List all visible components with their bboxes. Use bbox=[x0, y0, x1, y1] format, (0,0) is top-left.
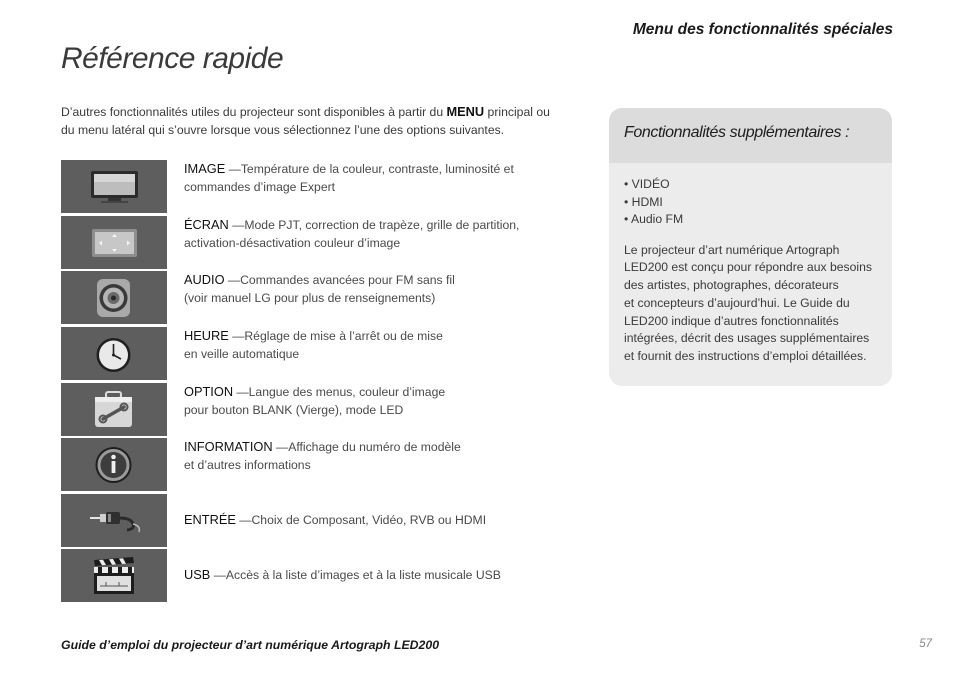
feature-information bbox=[61, 438, 561, 491]
feature-image-desc-2: commandes d’image Expert bbox=[184, 180, 336, 194]
toolbox-icon bbox=[61, 383, 167, 436]
features-sidebar bbox=[609, 108, 892, 386]
sidebar-line: intégrées, décrit des usages supplémentaires bbox=[624, 331, 870, 346]
page-number: 57 bbox=[919, 638, 932, 650]
feature-ecran-name: ÉCRAN bbox=[184, 217, 229, 232]
feature-heure-desc-2: en veille automatique bbox=[184, 347, 300, 361]
sidebar-line: LED200 est conçu pour répondre aux besoins bbox=[624, 260, 872, 275]
feature-entree bbox=[61, 494, 561, 547]
feature-usb-name: USB bbox=[184, 567, 211, 582]
sidebar-title: Fonctionnalités supplémentaires : bbox=[624, 124, 850, 141]
feature-entree-text bbox=[184, 511, 554, 529]
feature-information-text bbox=[184, 438, 554, 474]
feature-option bbox=[61, 383, 561, 436]
feature-image-text bbox=[184, 160, 554, 196]
feature-audio bbox=[61, 271, 561, 324]
sidebar-description bbox=[624, 242, 877, 367]
clapperboard-icon bbox=[61, 549, 167, 602]
sidebar-line: et fournit des instructions d’emploi détaillées. bbox=[624, 349, 867, 364]
intro-text-after: principal ou du menu latéral qui s’ouvre lorsque vous sélectionnez l’une des options suivantes. bbox=[61, 105, 550, 137]
feature-option-tile bbox=[61, 383, 167, 436]
feature-ecran-desc-2: activation-désactivation couleur d’image bbox=[184, 236, 401, 250]
feature-ecran bbox=[61, 216, 561, 269]
feature-information-desc-2: et d’autres informations bbox=[184, 458, 311, 472]
monitor-icon bbox=[61, 160, 167, 213]
intro-text-before: D’autres fonctionnalités utiles du projecteur sont disponibles à partir du bbox=[61, 105, 447, 119]
feature-heure bbox=[61, 327, 561, 380]
feature-audio-desc-1: —Commandes avancées pour FM sans fil bbox=[227, 273, 455, 287]
intro-paragraph bbox=[61, 103, 561, 139]
feature-entree-name: ENTRÉE bbox=[184, 512, 236, 527]
feature-heure-text bbox=[184, 327, 554, 363]
feature-ecran-desc-1: —Mode PJT, correction de trapèze, grille de partition, bbox=[232, 218, 520, 232]
page-title: Référence rapide bbox=[61, 42, 284, 75]
feature-heure-tile bbox=[61, 327, 167, 380]
sidebar-feature-list bbox=[624, 176, 892, 229]
feature-information-tile bbox=[61, 438, 167, 491]
info-icon bbox=[61, 438, 167, 491]
feature-ecran-text bbox=[184, 216, 554, 252]
list-item: • Audio FM bbox=[624, 212, 684, 226]
feature-heure-name: HEURE bbox=[184, 328, 229, 343]
feature-usb-desc-1: —Accès à la liste d’images et à la liste musicale USB bbox=[213, 568, 501, 582]
feature-option-desc-1: —Langue des menus, couleur d’image bbox=[236, 385, 446, 399]
speaker-icon bbox=[61, 271, 167, 324]
sidebar-line: et concepteurs d’aujourd’hui. Le Guide du bbox=[624, 295, 850, 310]
feature-audio-text bbox=[184, 271, 554, 307]
feature-entree-desc-1: —Choix de Composant, Vidéo, RVB ou HDMI bbox=[239, 513, 487, 527]
list-item: • VIDÉO bbox=[624, 177, 670, 191]
feature-image-tile bbox=[61, 160, 167, 213]
feature-information-desc-1: —Affichage du numéro de modèle bbox=[276, 440, 461, 454]
sidebar-line: Le projecteur d’art numérique Artograph bbox=[624, 242, 840, 257]
feature-heure-desc-1: —Réglage de mise à l’arrêt ou de mise bbox=[232, 329, 443, 343]
feature-image bbox=[61, 160, 561, 213]
sidebar-line: des artistes, photographes, décorateurs bbox=[624, 278, 839, 293]
feature-ecran-tile bbox=[61, 216, 167, 269]
cable-plug-icon bbox=[61, 494, 167, 547]
feature-usb-tile bbox=[61, 549, 167, 602]
screen-arrows-icon bbox=[61, 216, 167, 269]
feature-audio-name: AUDIO bbox=[184, 272, 225, 287]
feature-option-text bbox=[184, 383, 554, 419]
feature-image-name: IMAGE bbox=[184, 161, 226, 176]
footer-guide-title: Guide d’emploi du projecteur d’art numérique Artograph LED200 bbox=[61, 638, 440, 652]
feature-entree-tile bbox=[61, 494, 167, 547]
list-item: • HDMI bbox=[624, 194, 663, 209]
sidebar-line: LED200 indique d’autres fonctionnalités bbox=[624, 313, 839, 328]
section-title: Menu des fonctionnalités spéciales bbox=[632, 21, 893, 38]
feature-information-name: INFORMATION bbox=[184, 439, 273, 454]
feature-option-desc-2: pour bouton BLANK (Vierge), mode LED bbox=[184, 403, 404, 417]
clock-icon bbox=[61, 327, 167, 380]
feature-image-desc-1: —Température de la couleur, contraste, luminosité et bbox=[228, 162, 514, 176]
feature-usb-text bbox=[184, 566, 554, 584]
feature-audio-tile bbox=[61, 271, 167, 324]
sidebar-header bbox=[609, 108, 892, 163]
feature-usb bbox=[61, 549, 561, 602]
feature-audio-desc-2: (voir manuel LG pour plus de renseignements) bbox=[184, 291, 436, 305]
menu-keyword: MENU bbox=[446, 104, 485, 119]
feature-option-name: OPTION bbox=[184, 384, 234, 399]
